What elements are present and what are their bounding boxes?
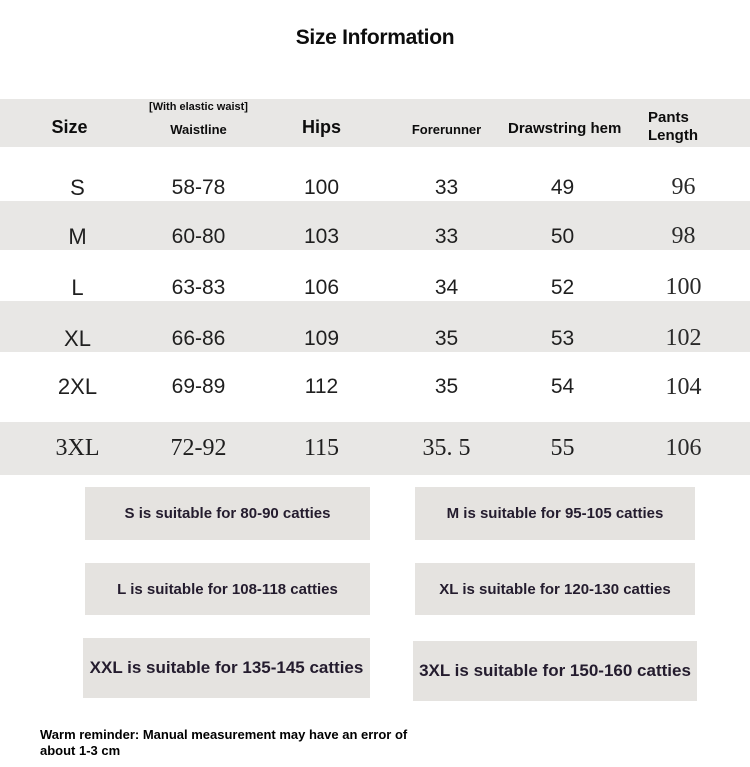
cell-size: 2XL — [57, 374, 98, 399]
cell-pants-length: 96 — [671, 174, 696, 200]
cell-waistline: 63-83 — [171, 275, 226, 299]
table-row-l — [0, 250, 750, 301]
cell-forerunner: 33 — [434, 224, 459, 248]
cell-size: XL — [64, 325, 91, 351]
cell-size: 3XL — [55, 435, 100, 461]
cell-forerunner: 35. 5 — [422, 435, 471, 461]
cell-waistline: 72-92 — [170, 435, 227, 461]
cell-waistline: 66-86 — [171, 326, 226, 350]
cell-pants-length: 102 — [665, 325, 702, 351]
column-header-pants-length — [617, 99, 750, 147]
cell-hips: 103 — [303, 224, 340, 248]
table-header-row — [0, 99, 750, 147]
table-row-3xl — [0, 422, 750, 475]
suitability-note-l: L is suitable for 108-118 catties — [85, 563, 370, 615]
cell-size: L — [71, 274, 84, 300]
column-header-waistline — [139, 99, 258, 147]
table-row-s — [0, 147, 750, 201]
cell-hips: 115 — [303, 435, 340, 461]
cell-drawstring-hem: 50 — [550, 224, 575, 248]
cell-pants-length: 98 — [671, 223, 696, 249]
waistline-note: [With elastic waist] — [149, 101, 248, 113]
cell-pants-length: 104 — [665, 373, 702, 400]
cell-hips: 100 — [303, 175, 340, 199]
table-row-xl — [0, 301, 750, 352]
cell-waistline: 58-78 — [171, 175, 226, 199]
cell-forerunner: 33 — [434, 175, 459, 199]
cell-hips: 106 — [303, 275, 340, 299]
cell-drawstring-hem: 55 — [550, 435, 575, 461]
size-table — [0, 99, 750, 475]
cell-drawstring-hem: 53 — [550, 326, 575, 350]
cell-hips: 112 — [304, 375, 339, 398]
suitability-note-3xl: 3XL is suitable for 150-160 catties — [413, 641, 697, 701]
column-header-drawstring-hem: Drawstring hem — [508, 120, 622, 137]
measurement-reminder: Warm reminder: Manual measurement may have an error of about 1-3 cm — [40, 727, 408, 758]
cell-forerunner: 35 — [434, 375, 459, 398]
column-header-hips: Hips — [301, 117, 341, 137]
cell-size: S — [70, 174, 85, 200]
page-title: Size Information — [295, 26, 455, 49]
cell-drawstring-hem: 54 — [550, 375, 575, 398]
cell-hips: 109 — [303, 326, 340, 350]
cell-waistline: 69-89 — [171, 375, 226, 398]
column-header-forerunner: Forerunner — [411, 122, 482, 137]
suitability-note-s: S is suitable for 80-90 catties — [85, 487, 370, 540]
column-header-size: Size — [51, 117, 88, 137]
pants-length-label: Pants Length — [648, 109, 698, 144]
cell-waistline: 60-80 — [171, 224, 226, 248]
cell-size: M — [68, 223, 87, 249]
cell-pants-length: 100 — [665, 274, 702, 300]
cell-pants-length: 106 — [665, 435, 702, 461]
cell-drawstring-hem: 49 — [550, 175, 575, 199]
suitability-note-m: M is suitable for 95-105 catties — [415, 487, 695, 540]
table-row-2xl — [0, 352, 750, 422]
waistline-label: Waistline — [170, 122, 227, 137]
cell-forerunner: 34 — [434, 275, 459, 299]
cell-drawstring-hem: 52 — [550, 275, 575, 299]
suitability-note-xl: XL is suitable for 120-130 catties — [415, 563, 695, 615]
suitability-note-xxl: XXL is suitable for 135-145 catties — [83, 638, 370, 698]
table-row-m — [0, 201, 750, 250]
cell-forerunner: 35 — [434, 326, 459, 350]
